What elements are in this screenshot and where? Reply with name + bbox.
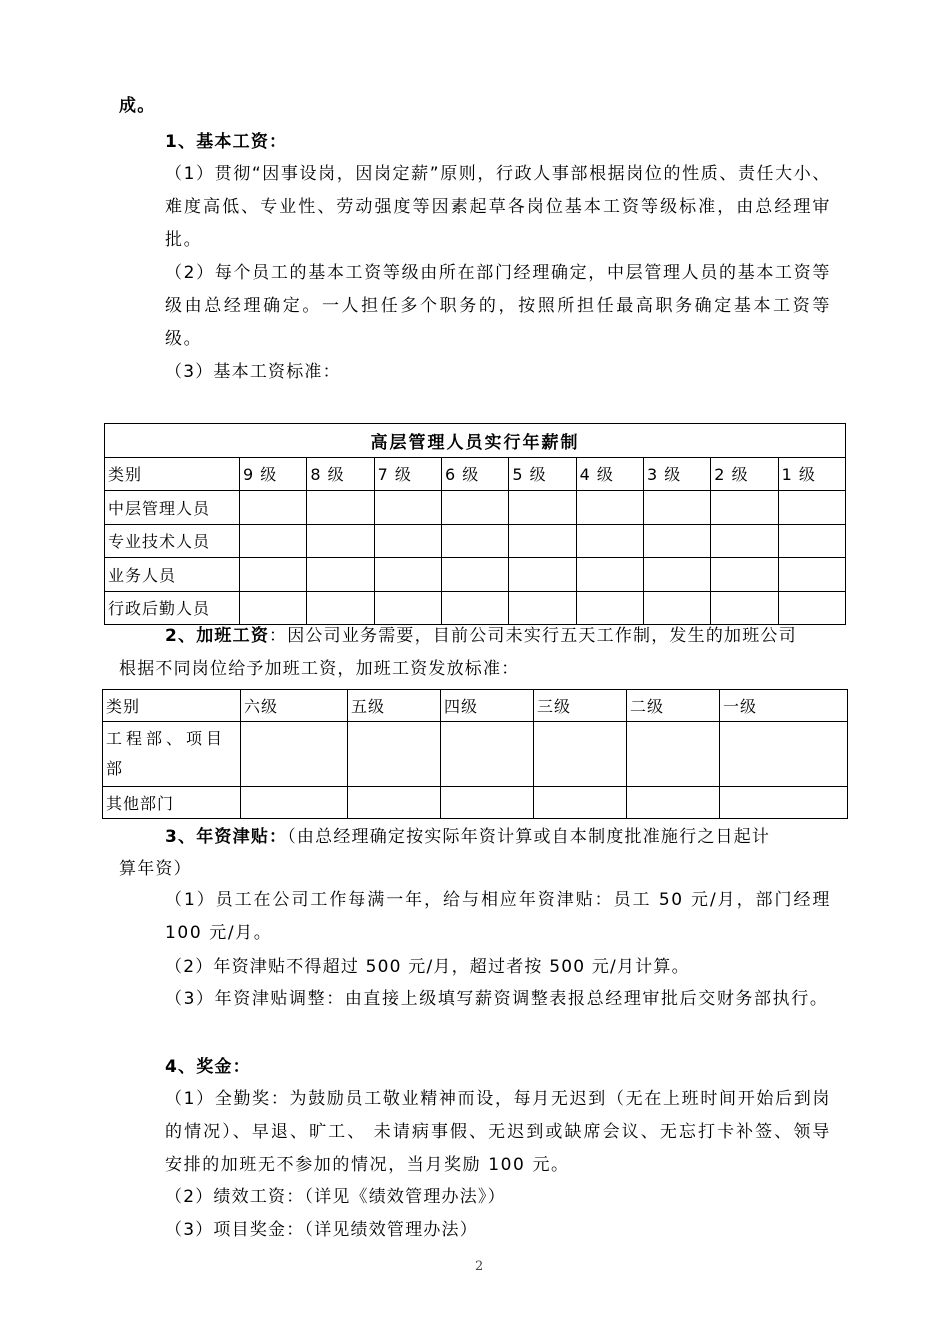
row-label: 行政后勤人员	[105, 591, 240, 625]
header-cell: 一级	[720, 690, 848, 722]
row-label: 业务人员	[105, 558, 240, 592]
header-cell: 8 级	[307, 457, 374, 491]
text-fragment: 成。	[119, 96, 156, 116]
section-4-heading: 4、奖金：	[165, 1057, 251, 1077]
section-2-line-1: 2、加班工资：因公司业务需要，目前公司未实行五天工作制，发生的加班公司	[165, 626, 797, 646]
header-cell: 4 级	[576, 457, 643, 491]
section-4-paragraph-3: （3）项目奖金：（详见绩效管理办法）	[165, 1220, 478, 1240]
section-3-line-2: 算年资）	[119, 859, 192, 879]
header-cell: 四级	[441, 690, 534, 722]
header-cell: 3 级	[643, 457, 710, 491]
table-header-row	[105, 457, 846, 491]
section-4-paragraph-1: （1）全勤奖：为鼓励员工敬业精神而设，每月无迟到（无在上班时间开始后到岗的情况）、早退、旷工、 未请病事假、无迟到或缺席会议、无忘打卡补签、领导安排的加班无不参加的情况，当月奖励 100 元。	[165, 1089, 831, 1175]
table-title: 高层管理人员实行年薪制	[105, 424, 846, 458]
section-1-paragraph-1: （1）贯彻“因事设岗，因岗定薪”原则，行政人事部根据岗位的性质、责任大小、难度高低、专业性、劳动强度等因素起草各岗位基本工资等级标准，由总经理审批。	[165, 164, 831, 250]
table-row	[105, 491, 846, 525]
section-1-paragraph-3: （3）基本工资标准：	[165, 362, 341, 382]
section-3-paragraph-1: （1）员工在公司工作每满一年，给与相应年资津贴：员工 50 元/月，部门经理 100 元/月。	[165, 890, 831, 943]
section-1-paragraph-2: （2）每个员工的基本工资等级由所在部门经理确定，中层管理人员的基本工资等级由总经理确定。一人担任多个职务的，按照所担任最高职务确定基本工资等级。	[165, 263, 831, 349]
table-row	[105, 558, 846, 592]
header-cell: 2 级	[711, 457, 778, 491]
header-cell: 五级	[348, 690, 441, 722]
table-row	[103, 787, 848, 819]
overtime-table	[102, 689, 848, 819]
header-cell: 类别	[105, 457, 240, 491]
row-label: 专业技术人员	[105, 524, 240, 558]
table-row	[103, 722, 848, 787]
section-4-paragraph-2: （2）绩效工资：（详见《绩效管理办法》）	[165, 1187, 506, 1207]
section-1-heading: 1、基本工资：	[165, 132, 288, 152]
header-cell: 二级	[627, 690, 720, 722]
page-number: 2	[475, 1259, 484, 1274]
header-cell: 类别	[103, 690, 241, 722]
header-cell: 5 级	[509, 457, 576, 491]
section-2-heading: 2、加班工资	[165, 626, 270, 646]
section-2-line-2: 根据不同岗位给予加班工资，加班工资发放标准：	[119, 659, 520, 679]
header-cell: 1 级	[778, 457, 845, 491]
header-cell: 三级	[534, 690, 627, 722]
row-label: 中层管理人员	[105, 491, 240, 525]
section-3-line-1: 3、年资津贴：（由总经理确定按实际年资计算或自本制度批准施行之日起计	[165, 827, 771, 847]
table-row	[105, 524, 846, 558]
section-3-paragraph-3: （3）年资津贴调整：由直接上级填写薪资调整表报总经理审批后交财务部执行。	[165, 989, 829, 1009]
base-salary-table	[104, 423, 846, 625]
section-3-paragraph-2: （2）年资津贴不得超过 500 元/月，超过者按 500 元/月计算。	[165, 957, 690, 977]
header-cell: 6 级	[441, 457, 508, 491]
table-header-row	[103, 690, 848, 722]
header-cell: 7 级	[374, 457, 441, 491]
row-label: 其他部门	[103, 787, 241, 819]
header-cell: 9 级	[240, 457, 307, 491]
section-3-heading: 3、年资津贴：	[165, 827, 288, 847]
table-row	[105, 591, 846, 625]
header-cell: 六级	[241, 690, 348, 722]
row-label: 工程部、项目部	[103, 722, 241, 787]
